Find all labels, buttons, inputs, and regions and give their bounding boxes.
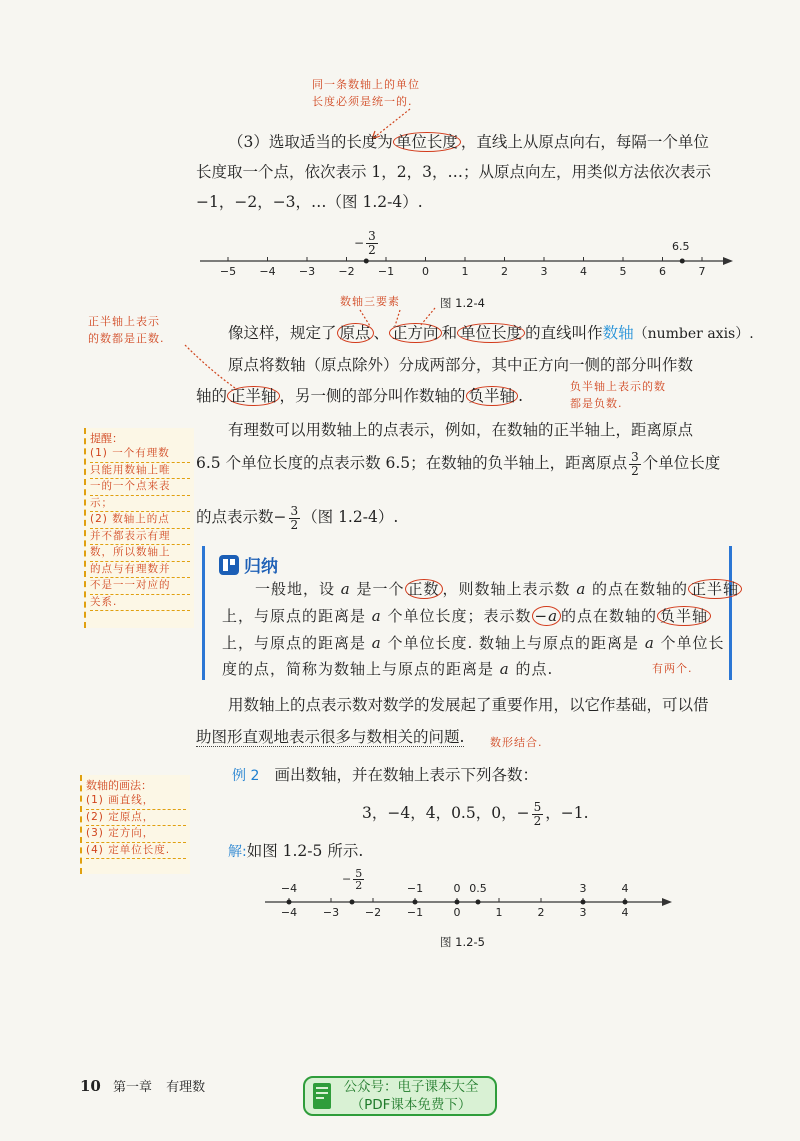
sum-l3-c: 个单位长 xyxy=(654,634,725,652)
paragraph-3-line2: 长度取一个点，依次表示 1，2，3，…；从原点向左，用类似方法依次表示 xyxy=(196,163,712,181)
negative-axis-term: 负半轴 xyxy=(466,386,519,406)
tick-label: −1 xyxy=(377,265,395,278)
plotted-point xyxy=(623,900,628,905)
tip-line: 只能用数轴上唯 xyxy=(90,463,190,480)
point-a-den: 2 xyxy=(368,243,376,257)
summary-header xyxy=(218,552,278,577)
solution xyxy=(228,836,363,866)
three-elements-note: 数轴三要素 xyxy=(340,295,400,308)
sum-a4: a xyxy=(371,634,382,652)
def-l1-a: 像这样，规定了 xyxy=(228,324,337,342)
rational-l2-a: 6.5 个单位长度的点表示数 6.5；在数轴的负半轴上，距离原点 xyxy=(196,454,628,472)
rational-l2-den: 2 xyxy=(631,463,639,478)
fig-1-2-4-caption: 图 1.2-4 xyxy=(440,296,485,310)
point-label: 0.5 xyxy=(469,882,487,895)
point-label: 4 xyxy=(621,882,629,895)
unit-note-line1: 同一条数轴上的单位 xyxy=(312,78,420,91)
example-frac-den: 2 xyxy=(533,813,542,828)
sum-l3-b: 个单位长度. 数轴上与原点的距离是 xyxy=(381,634,645,652)
sum-l2-c: 的点在数轴的 xyxy=(561,607,658,625)
badge-line2: （PDF课本免费下） xyxy=(350,1097,472,1113)
page-number: 10 xyxy=(80,1077,101,1095)
tip-line: 不是一一对应的 xyxy=(90,578,190,595)
p3-text-b: ，直线上从原点向右，每隔一个单位 xyxy=(460,133,709,151)
example-numbers-a: 3，−4，4，0.5，0，− xyxy=(362,804,530,822)
summary-positive-axis: 正半轴 xyxy=(688,579,742,599)
fig-1-2-5-caption: 图 1.2-5 xyxy=(440,935,485,949)
paragraph-3 xyxy=(228,127,748,157)
axis-arrow-2 xyxy=(662,898,672,906)
fig2-neg-five-halves-label xyxy=(342,868,366,891)
plotted-point xyxy=(476,900,481,905)
rational-l3-den: 2 xyxy=(290,517,299,532)
rational-l3-b: （图 1.2-4）. xyxy=(302,508,399,526)
origin-term: 原点 xyxy=(337,323,374,343)
application-line2: 助图形直观地表示很多与数相关的问题. xyxy=(196,728,465,746)
steps-line: (1) 画直线， xyxy=(86,793,186,810)
tip-line: 并不都表示有理 xyxy=(90,529,190,546)
tick-label: 2 xyxy=(501,265,508,278)
negative-note-line1: 负半轴上表示的数 xyxy=(570,380,666,393)
sum-l1-b: 是一个 xyxy=(350,580,405,598)
book-icon xyxy=(311,1081,333,1111)
page-footer xyxy=(80,1076,205,1095)
sum-a2: a xyxy=(576,580,587,598)
steps-side-box xyxy=(80,775,190,874)
positive-note-line1: 正半轴上表示 xyxy=(88,315,160,328)
sum-a1: a xyxy=(340,580,351,598)
summary-line2 xyxy=(222,603,722,630)
def-l3-c: . xyxy=(518,387,523,405)
paragraph-3-line1 xyxy=(228,127,748,157)
unit-note-line2: 长度必须是统一的. xyxy=(312,95,413,108)
positive-axis-term: 正半轴 xyxy=(227,386,280,406)
steps-line: (4) 定单位长度. xyxy=(86,843,186,860)
example-text: 画出数轴，并在数轴上表示下列各数： xyxy=(274,766,538,784)
solution-label: 解: xyxy=(228,844,247,860)
def-l1-b: 、 xyxy=(373,324,390,342)
sum-l2-b: 个单位长度；表示数 xyxy=(381,607,532,625)
tip-line: 一的一个点来表 xyxy=(90,479,190,496)
sum-l4-b: 的点. xyxy=(509,660,554,678)
tick-label: −1 xyxy=(406,906,424,919)
tick-label: 1 xyxy=(495,906,503,919)
tick-label: 3 xyxy=(540,265,548,278)
tip-line: 的点与有理数并 xyxy=(90,562,190,579)
tick-label: −3 xyxy=(322,906,340,919)
steps-line: (2) 定原点， xyxy=(86,810,186,827)
two-points-note: 有两个. xyxy=(652,662,693,675)
summary-title: 归纳 xyxy=(244,557,278,577)
summary-line4 xyxy=(222,656,722,683)
rational-line2 xyxy=(196,448,756,478)
tip-lines xyxy=(90,446,190,611)
tick-label: −2 xyxy=(338,265,355,278)
point-a-num: 3 xyxy=(368,229,376,243)
tick-label: −4 xyxy=(259,265,276,278)
steps-title: 数轴的画法： xyxy=(86,779,152,792)
chapter-title: 有理数 xyxy=(166,1080,206,1095)
badge-line1: 公众号：电子课本大全 xyxy=(343,1079,479,1095)
tick-label: 0 xyxy=(422,265,429,278)
negative-a-term: −a xyxy=(532,606,562,626)
point-label: −1 xyxy=(406,882,424,895)
point-a-sign: − xyxy=(354,236,365,250)
summary-line1 xyxy=(255,576,740,603)
sum-l4-a: 度的点，简称为数轴上与原点的距离是 xyxy=(222,660,500,678)
tick-label: −2 xyxy=(364,906,382,919)
fig2-frac-num: 5 xyxy=(355,867,363,880)
tick-label: 5 xyxy=(619,265,627,278)
rational-l2-num: 3 xyxy=(631,449,639,464)
summary-line3 xyxy=(222,630,725,657)
tick-label: −3 xyxy=(298,265,316,278)
summary-negative-axis: 负半轴 xyxy=(657,606,711,626)
fig2-frac-den: 2 xyxy=(355,879,363,892)
tip-line: (1) 一个有理数 xyxy=(90,446,190,463)
tick-label: 7 xyxy=(698,265,706,278)
tip-line: 数，所以数轴上 xyxy=(90,545,190,562)
tick-label: −4 xyxy=(280,906,298,919)
sum-l2-a: 上，与原点的距离是 xyxy=(222,607,372,625)
positive-axis-note xyxy=(88,313,165,347)
tick-label: −5 xyxy=(219,265,237,278)
sum-l1-d: 的点在数轴的 xyxy=(586,580,689,598)
fig2-frac-sign: − xyxy=(342,872,352,886)
tick-label: 4 xyxy=(621,906,629,919)
sum-a6: a xyxy=(499,660,510,678)
steps-line: (3) 定方向， xyxy=(86,826,186,843)
def-l1-c: 和 xyxy=(441,324,458,342)
steps-lines xyxy=(86,793,186,859)
tick-label: 2 xyxy=(537,906,545,919)
number-line-fig-1-2-5 xyxy=(260,872,680,922)
summary-book-icon xyxy=(218,554,240,576)
number-axis-term: 数轴 xyxy=(602,324,634,342)
tip-line: 关系. xyxy=(90,595,190,612)
rational-l2-b: 个单位长度 xyxy=(642,454,721,472)
tick-label: 6 xyxy=(659,265,666,278)
definition-line1 xyxy=(228,318,768,349)
paragraph-3-line3: −1，−2，−3，…（图 1.2-4）. xyxy=(196,193,423,211)
tick-label: 4 xyxy=(580,265,587,278)
number-shape-note: 数形结合. xyxy=(490,736,543,749)
sum-a5: a xyxy=(644,634,655,652)
sum-l3-a: 上，与原点的距离是 xyxy=(222,634,372,652)
rational-l3-a: 的点表示数− xyxy=(196,508,287,526)
tick-label: 3 xyxy=(579,906,587,919)
sum-l1-a: 一般地，设 xyxy=(255,580,341,598)
tip-line: 示； xyxy=(90,496,190,513)
def-l1-e: （number axis）. xyxy=(633,326,754,342)
positive-note-line2: 的数都是正数. xyxy=(88,332,165,345)
example-numbers xyxy=(362,798,589,828)
tip-title: 提醒： xyxy=(90,432,123,445)
chapter-label: 第一章 xyxy=(113,1080,153,1095)
point-label: 0 xyxy=(453,882,461,895)
unit-length-term-2: 单位长度 xyxy=(457,323,525,343)
point-neg-five-halves xyxy=(350,900,355,905)
plotted-point xyxy=(455,900,460,905)
p3-text-a: （3）选取适当的长度为 xyxy=(228,133,393,151)
tip-side-box xyxy=(84,428,194,628)
example-frac-num: 5 xyxy=(533,799,542,814)
solution-text: 如图 1.2-5 所示. xyxy=(246,842,364,860)
negative-note-line2: 都是负数. xyxy=(570,397,623,410)
positive-number-term: 正数 xyxy=(405,579,443,599)
plotted-point xyxy=(581,900,586,905)
plotted-point xyxy=(287,900,292,905)
axis-arrow xyxy=(723,257,733,265)
example-2 xyxy=(232,760,538,790)
point-neg-three-halves-label xyxy=(354,230,380,257)
def-l3-b: ，另一侧的部分叫作数轴的 xyxy=(279,387,466,405)
definition-line2: 原点将数轴（原点除外）分成两部分，其中正方向一侧的部分叫作数 xyxy=(228,356,694,374)
def-l3-a: 轴的 xyxy=(196,387,228,405)
rational-line1: 有理数可以用数轴上的点表示，例如，在数轴的正半轴上，距离原点 xyxy=(228,421,694,439)
unit-length-term: 单位长度 xyxy=(393,132,461,152)
positive-direction-term: 正方向 xyxy=(389,323,442,343)
point-neg-three-halves xyxy=(364,259,369,264)
example-label: 例 2 xyxy=(232,768,260,784)
tick-label: 0 xyxy=(453,906,461,919)
tick-label: 1 xyxy=(461,265,469,278)
sum-a3: a xyxy=(371,607,382,625)
sum-l1-c: ，则数轴上表示数 xyxy=(442,580,577,598)
example-numbers-b: ，−1. xyxy=(545,804,589,822)
point-label: 3 xyxy=(579,882,587,895)
footer-badge[interactable] xyxy=(303,1076,497,1116)
plotted-point xyxy=(413,900,418,905)
point-six-five-label: 6.5 xyxy=(672,240,690,253)
def-l1-d: 的直线叫作 xyxy=(525,324,603,342)
negative-axis-note xyxy=(570,378,666,412)
point-label: −4 xyxy=(280,882,298,895)
application-line1: 用数轴上的点表示数对数学的发展起了重要作用，以它作基础，可以借 xyxy=(228,696,709,714)
point-six-five xyxy=(680,259,685,264)
application-line2-wrap xyxy=(196,722,464,752)
number-line-fig-1-2-4 xyxy=(195,228,740,286)
rational-l3-num: 3 xyxy=(290,503,299,518)
tip-line: (2) 数轴上的点 xyxy=(90,512,190,529)
rational-line3 xyxy=(196,502,716,532)
